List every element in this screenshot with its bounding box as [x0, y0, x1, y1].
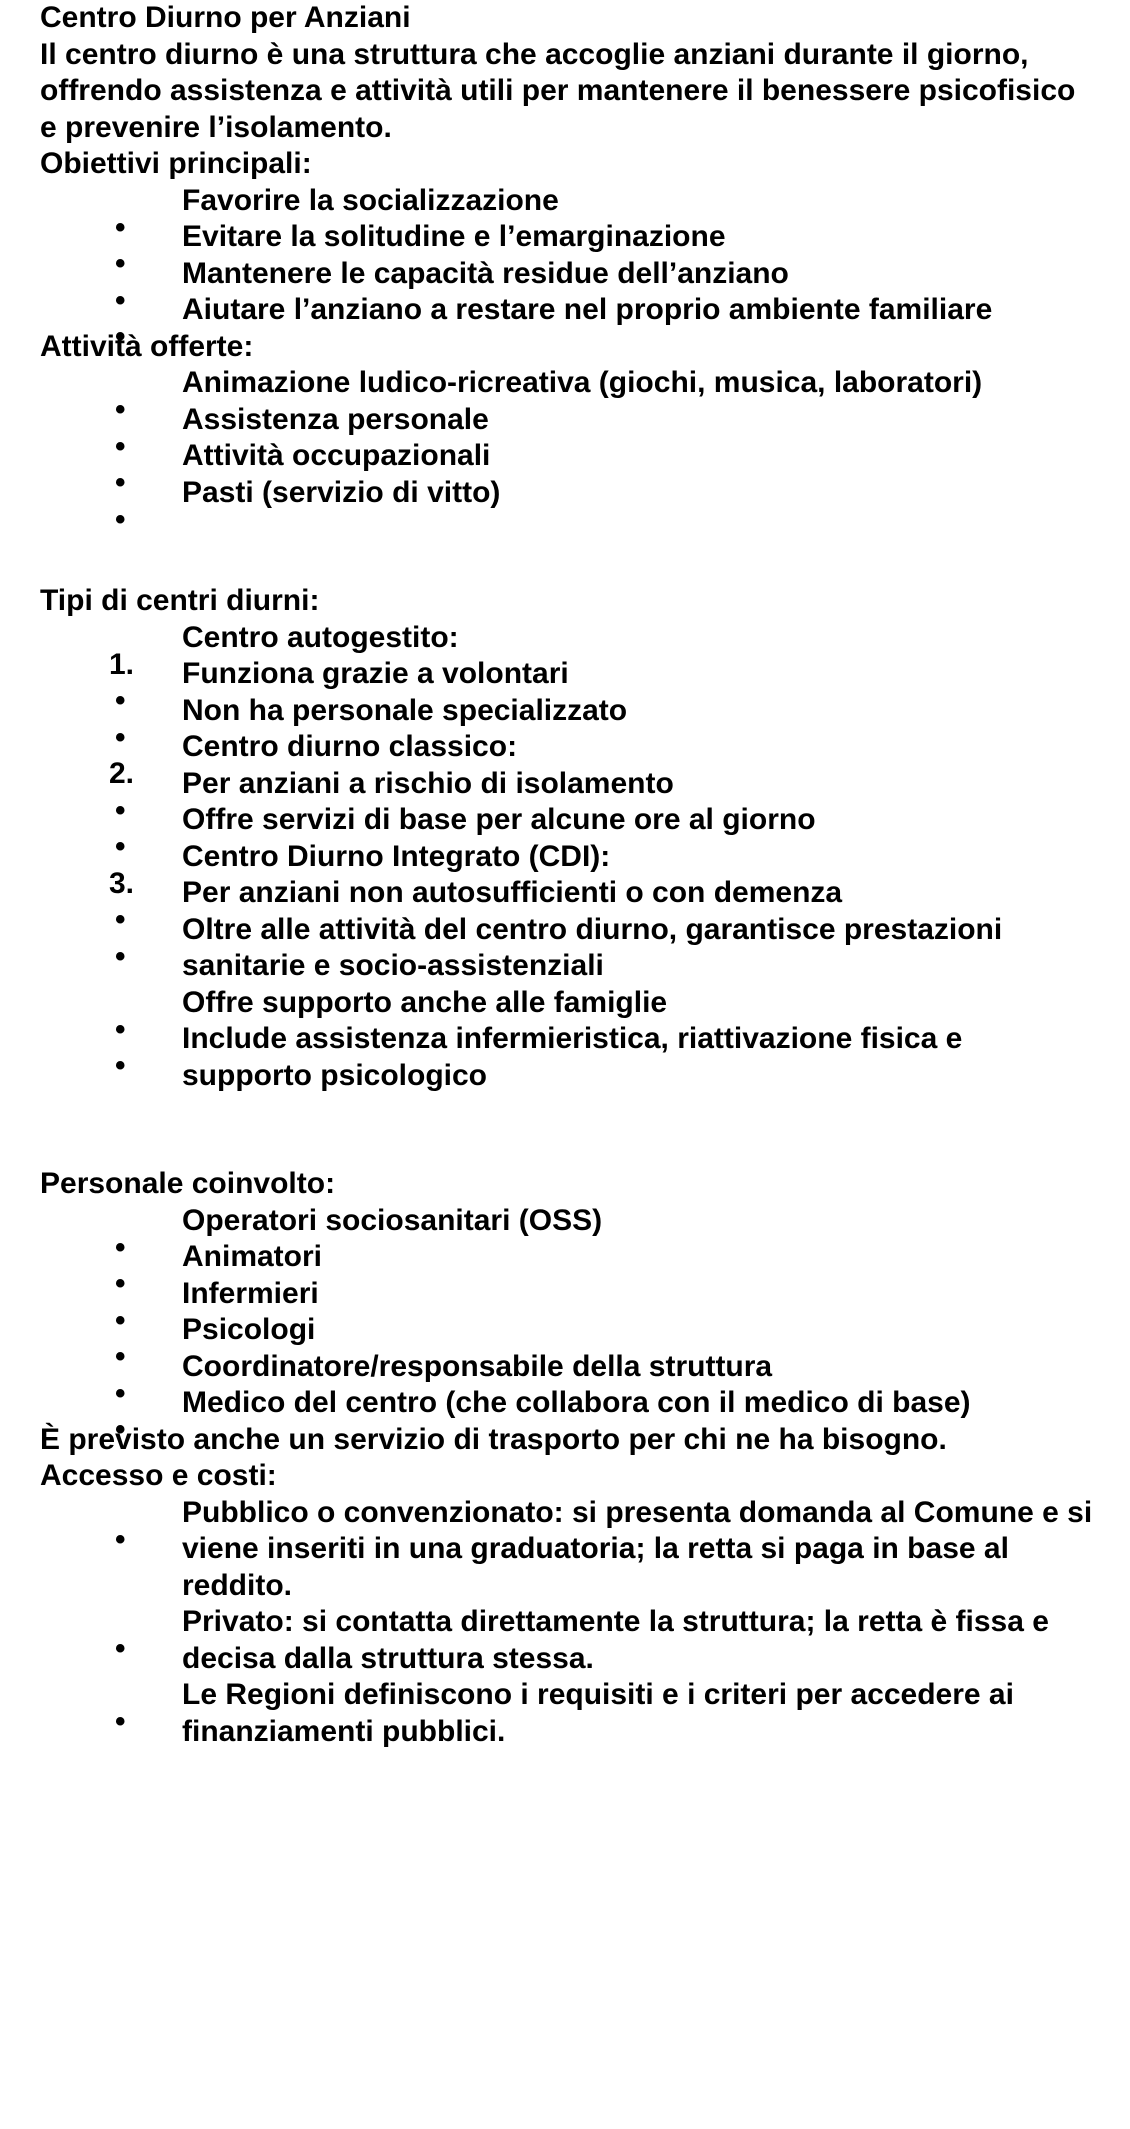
- list-item: Operatori sociosanitari (OSS): [182, 1203, 603, 1237]
- activities-list: [40, 365, 1100, 511]
- list-item: Pasti (servizio di vitto): [182, 475, 501, 509]
- item-number: 3.: [109, 866, 135, 900]
- list-item: Aiutare l’anziano a restare nel proprio ambiente familiare: [182, 293, 993, 326]
- list-item: Le Regioni definiscono i requisiti e i criteri per accedere ai finanziamenti pubblici.: [182, 1678, 1014, 1748]
- access-list: [40, 1495, 1100, 1751]
- numbered-item: 2. Centro diurno classico:: [40, 729, 1100, 766]
- list-item: Favorire la socializzazione: [182, 183, 559, 217]
- numbered-item: 1. Centro autogestito:: [40, 620, 1100, 657]
- types-list: [40, 620, 1100, 1095]
- item-number: 1.: [109, 647, 135, 681]
- list-item: Psicologi: [182, 1313, 316, 1346]
- staff-heading: Personale coinvolto:: [40, 1167, 336, 1200]
- activities-heading: Attività offerte:: [40, 329, 254, 363]
- list-item: Coordinatore/responsabile della struttura: [182, 1349, 773, 1383]
- list-item: Non ha personale specializzato: [182, 693, 628, 727]
- list-item: Assistenza personale: [182, 402, 489, 436]
- list-item: Privato: si contatta direttamente la struttura; la retta è fissa e decisa dalla struttura stessa.: [182, 1605, 1049, 1675]
- list-item: Oltre alle attività del centro diurno, garantisce prestazioni sanitarie e socio-assistenziali: [182, 912, 1003, 982]
- objectives-heading: Obiettivi principali:: [40, 147, 312, 180]
- list-item: Pubblico o convenzionato: si presenta domanda al Comune e si viene inseriti in una graduatoria; la retta si paga in base al reddito.: [182, 1495, 1093, 1602]
- objectives-list: [40, 183, 1100, 329]
- document-title: Centro Diurno per Anziani: [40, 1, 411, 34]
- intro-paragraph: Il centro diurno è una struttura che accoglie anziani durante il giorno, offrendo assistenza e attività utili per mantenere il benessere psicofisico e prevenire l’isolamento.: [40, 37, 1076, 144]
- list-item: Mantenere le capacità residue dell’anziano: [182, 256, 789, 290]
- list-item: Offre supporto anche alle famiglie: [182, 985, 668, 1019]
- list-item: Attività occupazionali: [182, 439, 491, 472]
- access-heading: Accesso e costi:: [40, 1459, 277, 1492]
- list-item: Funziona grazie a volontari: [182, 657, 569, 690]
- item-number: 2.: [109, 757, 135, 790]
- list-item: Infermieri: [182, 1276, 319, 1310]
- numbered-item: 3. Centro Diurno Integrato (CDI):: [40, 839, 1100, 876]
- transport-note: È previsto anche un servizio di trasporto per chi ne ha bisogno.: [40, 1422, 947, 1456]
- list-item: Per anziani non autosufficienti o con demenza: [182, 876, 843, 909]
- list-item: Per anziani a rischio di isolamento: [182, 766, 674, 800]
- list-item: Animatori: [182, 1240, 323, 1273]
- list-item: Include assistenza infermieristica, riattivazione fisica e supporto psicologico: [182, 1022, 963, 1092]
- list-item: Evitare la solitudine e l’emarginazione: [182, 220, 726, 253]
- list-item: Medico del centro (che collabora con il medico di base): [182, 1386, 971, 1419]
- list-item: Animazione ludico-ricreativa (giochi, musica, laboratori): [182, 366, 983, 399]
- staff-list: [40, 1203, 1100, 1422]
- list-item: Offre servizi di base per alcune ore al giorno: [182, 803, 816, 836]
- document: [40, 0, 1100, 1750]
- types-heading: Tipi di centri diurni:: [40, 584, 320, 617]
